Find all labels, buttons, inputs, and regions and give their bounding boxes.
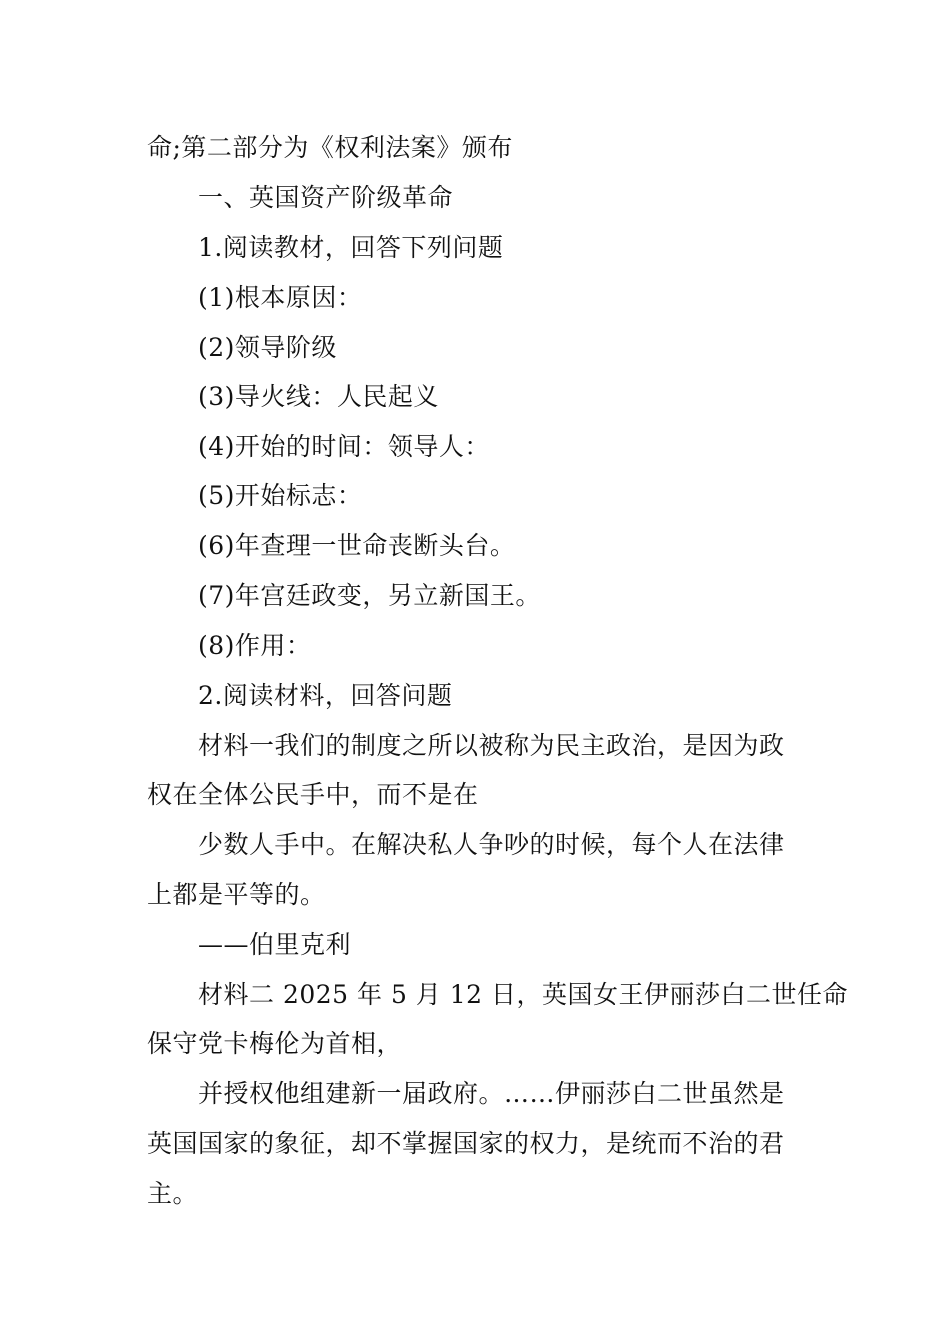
question-heading-1: 1.阅读教材，回答下列问题: [198, 233, 504, 262]
material-two-line-1: 材料二 2025 年 5 月 12 日，英国女王伊丽莎白二世任命: [198, 980, 849, 1009]
text-line-1: 命;第二部分为《权利法案》颁布: [147, 133, 513, 162]
section-heading: 一、英国资产阶级革命: [198, 183, 454, 212]
material-one-line-4: 上都是平等的。: [147, 880, 326, 909]
question-item-7: (7)年宫廷政变，另立新国王。: [198, 581, 541, 610]
material-one-line-1: 材料一我们的制度之所以被称为民主政治，是因为政: [198, 731, 785, 760]
material-two-line-3: 并授权他组建新一届政府。……伊丽莎白二世虽然是: [198, 1079, 785, 1108]
question-item-2: (2)领导阶级: [198, 333, 337, 362]
material-two-line-4: 英国国家的象征，却不掌握国家的权力，是统而不治的君: [147, 1129, 785, 1158]
material-two-line-5: 主。: [147, 1179, 199, 1208]
material-one-line-2: 权在全体公民手中，而不是在: [147, 780, 479, 809]
question-item-1: (1)根本原因：: [198, 283, 363, 312]
material-one-line-3: 少数人手中。在解决私人争吵的时候，每个人在法律: [198, 830, 785, 859]
question-item-6: (6)年查理一世命丧断头台。: [198, 531, 516, 560]
material-one-attribution: ——伯里克利: [198, 930, 352, 959]
material-two-line-2: 保守党卡梅伦为首相，: [147, 1029, 403, 1058]
question-item-3: (3)导火线：人民起义: [198, 382, 439, 411]
question-item-8: (8)作用：: [198, 631, 312, 660]
question-item-5: (5)开始标志：: [198, 481, 363, 510]
question-heading-2: 2.阅读材料，回答问题: [198, 681, 453, 710]
question-item-4: (4)开始的时间：领导人：: [198, 432, 490, 461]
